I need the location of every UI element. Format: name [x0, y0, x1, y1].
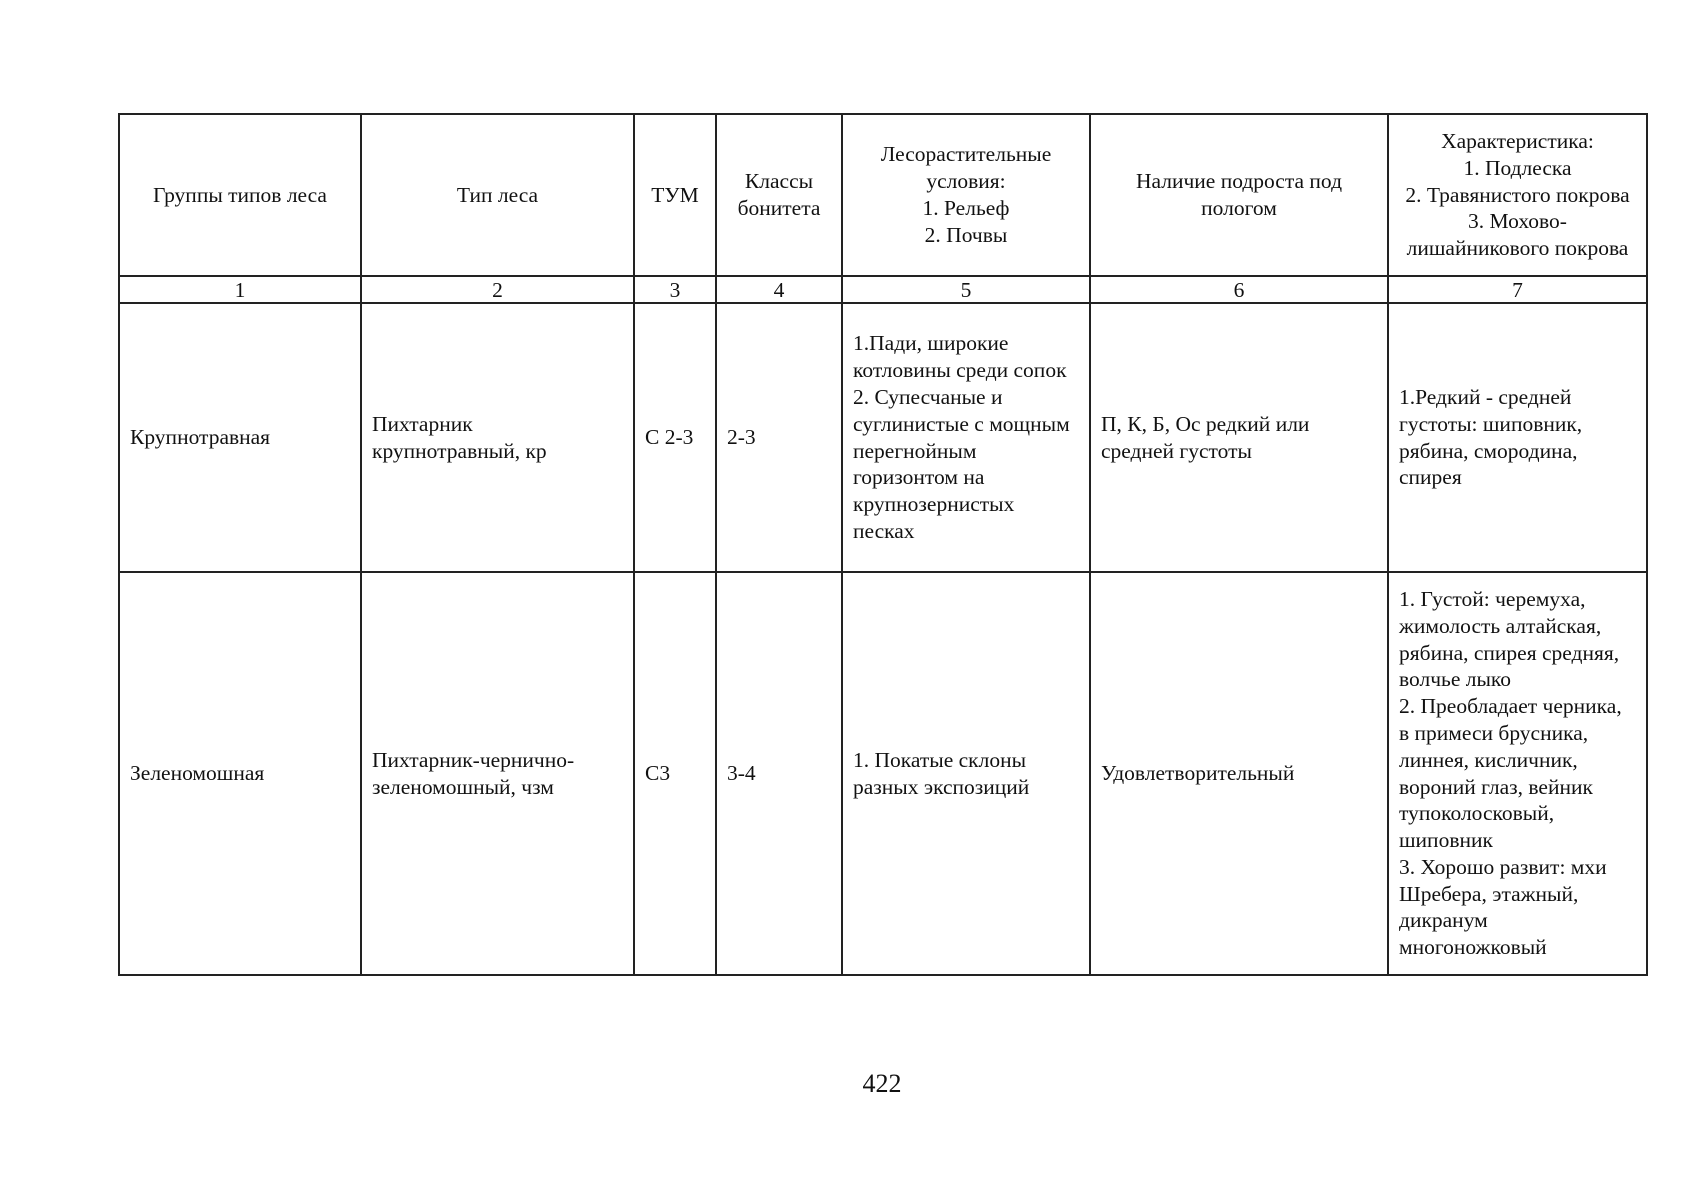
table-cell: Удовлетворительный	[1090, 572, 1388, 975]
header-characteristics: Характеристика: 1. Подлеска 2. Травянистого покрова 3. Мохово-лишайникового покрова	[1388, 114, 1647, 276]
header-forest-type: Тип леса	[361, 114, 634, 276]
column-number: 7	[1388, 276, 1647, 303]
table-cell: 1.Пади, широкие котловины среди сопок 2. Супесчаные и суглинистые с мощным перегнойным горизонтом на крупнозернистых песках	[842, 303, 1090, 572]
column-number: 5	[842, 276, 1090, 303]
table-cell: С3	[634, 572, 716, 975]
column-number: 2	[361, 276, 634, 303]
header-undergrowth: Наличие подроста под пологом	[1090, 114, 1388, 276]
table-cell: 1. Густой: черемуха, жимолость алтайская, рябина, спирея средняя, волчье лыко 2. Преобладает черника, в примеси брусника, линнея, кисличник, вороний глаз, вейник тупоколосковый, шиповник 3. Хорошо развит: мхи Шребера, этажный, дикранум многоножковый	[1388, 572, 1647, 975]
table-cell: С 2-3	[634, 303, 716, 572]
column-number: 1	[119, 276, 361, 303]
page-number: 422	[862, 1069, 902, 1098]
table-cell: П, К, Б, Ос редкий или средней густоты	[1090, 303, 1388, 572]
column-number: 3	[634, 276, 716, 303]
table-cell: 1. Покатые склоны разных экспозиций	[842, 572, 1090, 975]
table-cell: Пихтарник крупнотравный, кр	[361, 303, 634, 572]
header-forest-type-groups: Группы типов леса	[119, 114, 361, 276]
column-number: 4	[716, 276, 842, 303]
table-cell: 1.Редкий - средней густоты: шиповник, рябина, смородина, спирея	[1388, 303, 1647, 572]
column-number-row	[119, 276, 1647, 303]
table-cell: 3-4	[716, 572, 842, 975]
table-cell: Зеленомошная	[119, 572, 361, 975]
table-row	[119, 572, 1647, 975]
column-number: 6	[1090, 276, 1388, 303]
table-row	[119, 303, 1647, 572]
table-cell: 2-3	[716, 303, 842, 572]
header-bonitet-classes: Классы бонитета	[716, 114, 842, 276]
header-growing-conditions: Лесорастительные условия: 1. Рельеф 2. Почвы	[842, 114, 1090, 276]
table-cell: Крупнотравная	[119, 303, 361, 572]
table-cell: Пихтарник-чернично-зеленомошный, чзм	[361, 572, 634, 975]
header-row	[119, 114, 1647, 276]
header-tum: ТУМ	[634, 114, 716, 276]
forest-types-table	[118, 113, 1648, 976]
